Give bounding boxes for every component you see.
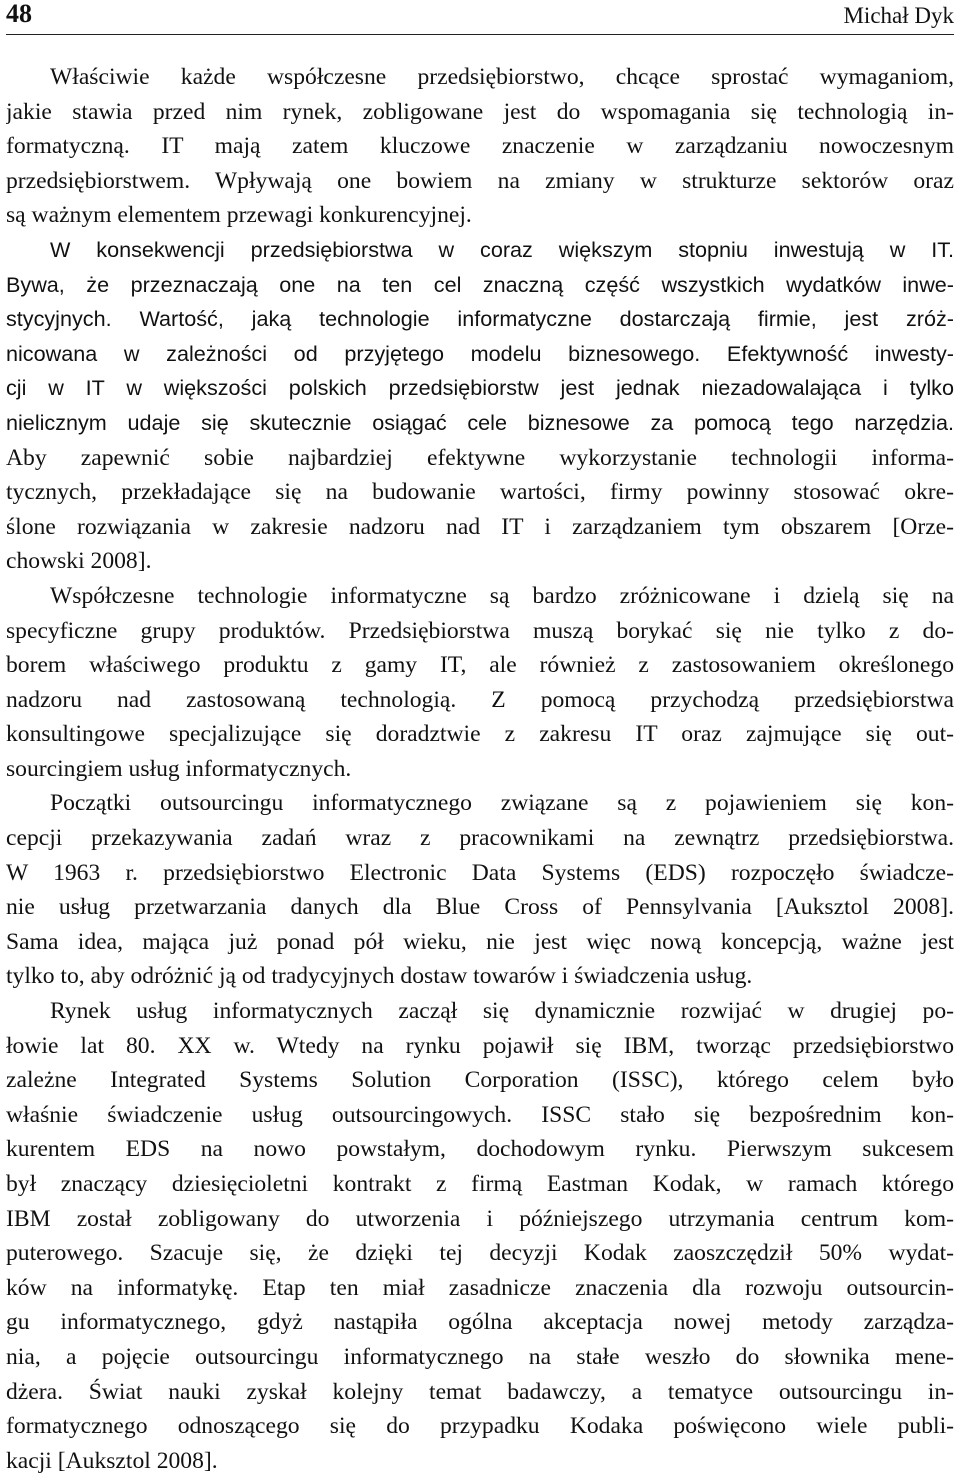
text-line: specyficzne grupy produktów. Przedsiębiorstwa muszą borykać się nie tylko z do- — [6, 617, 954, 644]
text-line: był znaczący dziesięcioletni kontrakt z firmą Eastman Kodak, w ramach którego — [6, 1171, 954, 1197]
running-head-author: Michał Dyk — [843, 3, 954, 28]
text-line: borem właściwego produktu z gamy IT, ale również z zastosowaniem określonego — [6, 652, 954, 679]
text-line: Właściwie każde współczesne przedsiębiorstwo, chcące sprostać wymaganiom, — [50, 64, 954, 90]
text-line: stycyjnych. Wartość, jaką technologie informatyczne dostarczają firmie, jest zróż- — [6, 306, 954, 332]
text-line: nia, a pojęcie outsourcingu informatycznego na stałe weszło do słownika mene- — [6, 1343, 954, 1370]
text-line: nicowana w zależności od przyjętego modelu biznesowego. Efektywność inwesty- — [6, 340, 954, 366]
running-head — [6, 0, 954, 35]
text-line: Współczesne technologie informatyczne są bardzo zróżnicowane i dzielą się na — [50, 582, 954, 609]
text-line: Sama idea, mająca już ponad pół wieku, nie jest więc nową koncepcją, ważne jest — [6, 928, 954, 955]
text-line: formatyczną. IT mają zatem kluczowe znaczenie w zarządzaniu nowoczesnym — [6, 133, 954, 160]
text-line: właśnie świadczenie usług outsourcingowych. ISSC stało się bezpośrednim kon- — [6, 1101, 954, 1128]
text-line: tylko to, aby odróżnić ją od tradycyjnych dostaw towarów i świadczenia usług. — [6, 963, 753, 990]
text-line: W konsekwencji przedsiębiorstwa w coraz większym stopniu inwestują w IT. — [50, 236, 954, 262]
text-line: Aby zapewnić sobie najbardziej efektywne wykorzystanie technologii informa- — [6, 444, 954, 471]
text-line: Początki outsourcingu informatycznego związane są z pojawieniem się kon- — [50, 790, 954, 817]
text-line: puterowego. Szacuje się, że dzięki tej decyzji Kodak zaoszczędził 50% wydat- — [6, 1240, 954, 1267]
text-line: Bywa, że przeznaczają one na ten cel znaczną część wszystkich wydatków inwe- — [6, 271, 954, 297]
page-number: 48 — [6, 0, 32, 28]
text-line: ków na informatykę. Etap ten miał zasadnicze znaczenia dla rozwoju outsourcin- — [6, 1274, 954, 1301]
text-line: jakie stawia przed nim rynek, zobligowane jest do wspomagania się technologią in- — [6, 98, 954, 125]
text-line: ślone rozwiązania w zakresie nadzoru nad IT i zarządzaniem tym obszarem [Orze- — [6, 513, 954, 540]
text-line: W 1963 r. przedsiębiorstwo Electronic Data Systems (EDS) rozpoczęło świadcze- — [6, 859, 954, 886]
text-line: IBM został zobligowany do utworzenia i późniejszego utrzymania centrum kom- — [6, 1205, 954, 1232]
text-line: zależne Integrated Systems Solution Corporation (ISSC), którego celem było — [6, 1067, 954, 1094]
text-line: kacji [Auksztol 2008]. — [6, 1447, 218, 1474]
text-line: łowie lat 80. XX w. Wtedy na rynku pojawił się IBM, tworząc przedsiębiorstwo — [6, 1032, 954, 1059]
text-line: przedsiębiorstwem. Wpływają one bowiem na zmiany w strukturze sektorów oraz — [6, 167, 954, 194]
text-line: kurentem EDS na nowo powstałym, dochodowym rynku. Pierwszym sukcesem — [6, 1136, 954, 1163]
text-line: sourcingiem usług informatycznych. — [6, 755, 352, 782]
text-line: nadzoru nad zastosowaną technologią. Z pomocą przychodzą przedsiębiorstwa — [6, 686, 954, 713]
text-line: cji w IT w większości polskich przedsiębiorstw jest jednak niezadowalająca i tylko — [6, 375, 954, 401]
text-line: chowski 2008]. — [6, 548, 152, 575]
text-line: konsultingowe specjalizujące się doradztwie z zakresu IT oraz zajmujące się out- — [6, 721, 954, 748]
text-line: Rynek usług informatycznych zaczął się dynamicznie rozwijać w drugiej po- — [50, 998, 954, 1025]
text-line: dżera. Świat nauki zyskał kolejny temat badawczy, a tematyce outsourcingu in- — [6, 1378, 954, 1405]
text-line: tycznych, przekładające się na budowanie wartości, firmy powinny stosować okre- — [6, 479, 954, 506]
text-line: formatycznego odnoszącego się do przypadku Kodaka poświęcono wiele publi- — [6, 1413, 954, 1440]
text-line: są ważnym elementem przewagi konkurencyjnej. — [6, 202, 472, 229]
body-text — [6, 60, 954, 1478]
text-line: gu informatycznego, gdyż nastąpiła ogólna akceptacja nowej metody zarządza- — [6, 1309, 954, 1336]
text-line: nielicznym udaje się skutecznie osiągać cele biznesowe za pomocą tego narzędzia. — [6, 409, 954, 435]
text-line: cepcji przekazywania zadań wraz z pracownikami na zewnątrz przedsiębiorstwa. — [6, 825, 954, 852]
text-line: nie usług przetwarzania danych dla Blue Cross of Pennsylvania [Auksztol 2008]. — [6, 894, 954, 921]
